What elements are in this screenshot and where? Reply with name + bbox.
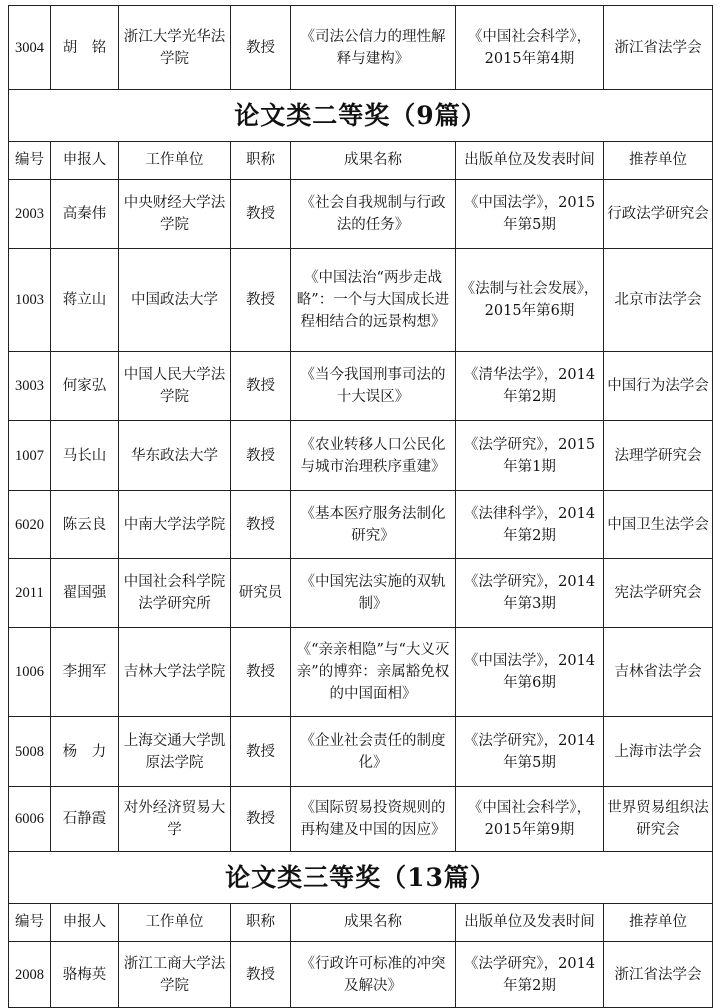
cell-title: 教授 [231, 942, 291, 1008]
cell-recommender: 北京市法学会 [604, 249, 713, 352]
cell-recommender: 浙江省法学会 [604, 942, 713, 1008]
cell-name: 胡 铭 [51, 6, 119, 90]
cell-pub: 《法学研究》，2015年第1期 [456, 421, 604, 491]
cell-work: 《农业转移人口公民化与城市治理秩序重建》 [291, 421, 456, 491]
cell-unit: 吉林大学法学院 [119, 628, 231, 717]
cell-title: 教授 [231, 249, 291, 352]
table-row [9, 559, 713, 628]
section-heading: 论文类二等奖（9篇） [9, 90, 713, 142]
cell-code: 6020 [9, 491, 51, 559]
cell-code: 1007 [9, 421, 51, 491]
table-row [9, 628, 713, 717]
cell-title: 教授 [231, 787, 291, 852]
header-row [9, 142, 713, 180]
cell-unit: 浙江大学光华法学院 [119, 6, 231, 90]
header-row [9, 904, 713, 942]
cell-name: 陈云良 [51, 491, 119, 559]
header-recommender: 推荐单位 [604, 904, 713, 942]
cell-code: 1006 [9, 628, 51, 717]
cell-title: 教授 [231, 6, 291, 90]
cell-title: 教授 [231, 717, 291, 787]
table-row [9, 6, 713, 90]
section-heading: 论文类三等奖（13篇） [9, 852, 713, 904]
cell-unit: 浙江工商大学法学院 [119, 942, 231, 1008]
header-name: 申报人 [51, 142, 119, 180]
cell-pub: 《法学研究》，2014年第2期 [456, 942, 604, 1008]
cell-work: 《国际贸易投资规则的再构建及中国的因应》 [291, 787, 456, 852]
cell-code: 2011 [9, 559, 51, 628]
cell-work: 《社会自我规制与行政法的任务》 [291, 180, 456, 249]
cell-recommender: 中国行为法学会 [604, 352, 713, 421]
cell-recommender: 浙江省法学会 [604, 6, 713, 90]
section-row [9, 90, 713, 142]
cell-title: 教授 [231, 180, 291, 249]
cell-code: 3003 [9, 352, 51, 421]
cell-work: 《中国宪法实施的双轨制》 [291, 559, 456, 628]
cell-title: 研究员 [231, 559, 291, 628]
cell-unit: 中央财经大学法学院 [119, 180, 231, 249]
cell-name: 蒋立山 [51, 249, 119, 352]
cell-unit: 中国人民大学法学院 [119, 352, 231, 421]
cell-work: 《企业社会责任的制度化》 [291, 717, 456, 787]
cell-recommender: 中国卫生法学会 [604, 491, 713, 559]
cell-title: 教授 [231, 628, 291, 717]
cell-name: 何家弘 [51, 352, 119, 421]
cell-name: 高秦伟 [51, 180, 119, 249]
cell-name: 李拥军 [51, 628, 119, 717]
header-code: 编号 [9, 904, 51, 942]
cell-work: 《中国法治“两步走战略”：一个与大国成长进程相结合的远景构想》 [291, 249, 456, 352]
cell-code: 2003 [9, 180, 51, 249]
table-row [9, 421, 713, 491]
cell-recommender: 世界贸易组织法研究会 [604, 787, 713, 852]
header-work: 成果名称 [291, 142, 456, 180]
header-work: 成果名称 [291, 904, 456, 942]
cell-work: 《司法公信力的理性解释与建构》 [291, 6, 456, 90]
cell-unit: 中国政法大学 [119, 249, 231, 352]
cell-name: 石静霞 [51, 787, 119, 852]
header-pub: 出版单位及发表时间 [456, 904, 604, 942]
cell-pub: 《法制与社会发展》，2015年第6期 [456, 249, 604, 352]
cell-code: 5008 [9, 717, 51, 787]
header-unit: 工作单位 [119, 142, 231, 180]
cell-unit: 上海交通大学凯原法学院 [119, 717, 231, 787]
cell-title: 教授 [231, 421, 291, 491]
header-unit: 工作单位 [119, 904, 231, 942]
table-row [9, 352, 713, 421]
cell-unit: 华东政法大学 [119, 421, 231, 491]
cell-pub: 《法律科学》，2014年第2期 [456, 491, 604, 559]
header-name: 申报人 [51, 904, 119, 942]
header-code: 编号 [9, 142, 51, 180]
cell-name: 翟国强 [51, 559, 119, 628]
header-recommender: 推荐单位 [604, 142, 713, 180]
header-pub: 出版单位及发表时间 [456, 142, 604, 180]
cell-pub: 《中国法学》，2015年第5期 [456, 180, 604, 249]
cell-pub: 《清华法学》，2014年第2期 [456, 352, 604, 421]
table-row [9, 942, 713, 1008]
cell-title: 教授 [231, 352, 291, 421]
cell-recommender: 上海市法学会 [604, 717, 713, 787]
section-row [9, 852, 713, 904]
cell-recommender: 宪法学研究会 [604, 559, 713, 628]
cell-name: 马长山 [51, 421, 119, 491]
cell-work: 《基本医疗服务法制化研究》 [291, 491, 456, 559]
cell-code: 1003 [9, 249, 51, 352]
cell-recommender: 吉林省法学会 [604, 628, 713, 717]
cell-unit: 中南大学法学院 [119, 491, 231, 559]
table-row [9, 491, 713, 559]
cell-name: 骆梅英 [51, 942, 119, 1008]
header-title: 职称 [231, 142, 291, 180]
cell-work: 《当今我国刑事司法的十大误区》 [291, 352, 456, 421]
table-row [9, 717, 713, 787]
cell-pub: 《法学研究》，2014年第5期 [456, 717, 604, 787]
cell-unit: 对外经济贸易大学 [119, 787, 231, 852]
cell-title: 教授 [231, 491, 291, 559]
cell-work: 《“亲亲相隐”与“大义灭亲”的博弈：亲属豁免权的中国面相》 [291, 628, 456, 717]
table-row [9, 249, 713, 352]
cell-pub: 《中国法学》，2014年第6期 [456, 628, 604, 717]
cell-code: 3004 [9, 6, 51, 90]
cell-work: 《行政许可标准的冲突及解决》 [291, 942, 456, 1008]
cell-code: 6006 [9, 787, 51, 852]
table-row [9, 787, 713, 852]
cell-code: 2008 [9, 942, 51, 1008]
cell-name: 杨 力 [51, 717, 119, 787]
cell-pub: 《中国社会科学》，2015年第9期 [456, 787, 604, 852]
header-title: 职称 [231, 904, 291, 942]
cell-unit: 中国社会科学院法学研究所 [119, 559, 231, 628]
table-row [9, 180, 713, 249]
cell-recommender: 法理学研究会 [604, 421, 713, 491]
awards-table [8, 5, 713, 1008]
cell-pub: 《法学研究》，2014年第3期 [456, 559, 604, 628]
cell-recommender: 行政法学研究会 [604, 180, 713, 249]
cell-pub: 《中国社会科学》，2015年第4期 [456, 6, 604, 90]
